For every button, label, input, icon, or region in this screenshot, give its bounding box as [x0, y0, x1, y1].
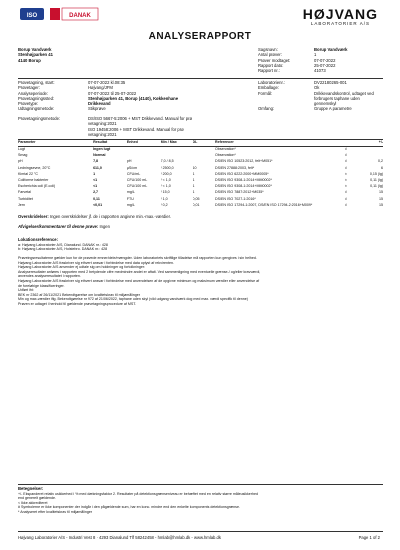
cell-dl	[193, 159, 216, 164]
address-line: Stenhøjparken 41	[18, 52, 53, 58]
cell-parameter: Turbiditet	[18, 196, 33, 201]
cell-dl: 0,01	[192, 202, 200, 207]
terms-line: Analyseresultater anføres i rapporten med 2 betydende cifre medmindre andet er aftalt. Ved sammenligning med eventuelle grænse-/ og/eller kravværdi,	[18, 269, 261, 274]
table-row	[18, 159, 383, 164]
cell-min-max: / < 1,0	[160, 178, 171, 182]
cell-result: <1	[93, 178, 98, 182]
cell-min-max	[161, 153, 193, 158]
case-value: 41073	[314, 68, 326, 74]
col-header: Parameter	[18, 140, 36, 144]
sample-value: Stikprøve	[88, 106, 106, 112]
col-header: Resultat	[93, 140, 108, 144]
cell-result: 2,7	[93, 190, 99, 195]
sample-label: Formål:	[258, 90, 273, 96]
case-label: Prøver modtaget:	[258, 57, 291, 63]
cell-uncertainty: 0,15 (lg)	[369, 171, 384, 176]
cell-reference: Observation*	[215, 153, 236, 158]
cell-uncertainty: 0,11 (lg)	[370, 184, 384, 189]
cell-min-max: / 0,2	[160, 202, 168, 207]
cell-reference: DS/EN ISO 7887:2012+M035*	[215, 190, 264, 195]
cell-flag: d	[344, 147, 347, 151]
location-reference	[18, 238, 380, 252]
method-line: ISO 19458:2006 + MST Drikkevand. Manual for prø	[88, 126, 184, 132]
terms-line: Højvang Laboratorier A/S fraskriver sig ethvert ansvar i forbindelse med data oplyst af rekvirenten.	[18, 260, 175, 265]
sample-value: Drikkevand	[88, 101, 111, 107]
cell-reference: DS/EN ISO 9308-1:2014+MM0002*	[215, 178, 272, 182]
cell-result: Normal	[93, 153, 106, 158]
col-header: +/-	[378, 140, 384, 144]
cell-unit: FTU	[126, 196, 134, 201]
address-line: Borup Vandværk	[18, 47, 52, 52]
terms-line: BEK nr 2362 af 26/11/2021 Bekendtgørelse om kvalitetskrav til miljømålinger	[18, 292, 140, 297]
cell-parameter: pH	[18, 159, 23, 164]
terms-line: Min og max-værdier iflg. Bekendtgørelse nr 972 af 21/06/2022, taphane uden skyl (vild udgang vandværk dog med max. værdi specifik til denne)	[18, 297, 248, 302]
cell-uncertainty	[354, 153, 383, 158]
sample-label: Omfang:	[258, 106, 275, 112]
col-header: Enhed	[126, 140, 138, 144]
sample-value: 07-07-2022 kl.08:35	[88, 80, 126, 85]
terms-text	[18, 256, 380, 307]
table-row	[18, 166, 383, 171]
col-header: DL	[192, 140, 198, 144]
method-block	[18, 116, 248, 137]
terms-line: anvendes analyseresultatet i rapporten.	[18, 274, 81, 279]
sample-info-left	[18, 80, 248, 112]
sample-label: Analyseperiode:	[18, 90, 49, 96]
divider	[18, 484, 383, 485]
cell-dl: 1	[192, 190, 195, 195]
case-label: Sagsnavn:	[258, 47, 278, 52]
page-title: ANALYSERAPPORT	[148, 31, 252, 42]
terms-line: Prøven er udtaget i henhold til gældende prøvetagningsprocedure af MST.	[18, 301, 137, 306]
exceed-note	[18, 214, 380, 219]
cell-reference: Observation*	[215, 147, 236, 151]
cell-uncertainty: 0,2	[378, 159, 384, 164]
sample-label: Laboratorienr.:	[258, 80, 286, 85]
table-row	[18, 147, 383, 152]
divider	[18, 78, 383, 79]
cell-flag: d	[344, 159, 347, 164]
method-line: vetagning:2021	[88, 121, 117, 127]
footer	[18, 535, 380, 540]
terms-line: Højvang Laboratorier A/S fraskriver sig ethvert ansvar i forbindelse med anvendelsen af de opgivne minimum og maksimum værdier eller anvendelse af	[18, 278, 260, 283]
deviation-text: Ingen	[99, 224, 110, 229]
cell-flag: b	[344, 171, 347, 176]
cell-parameter: Jern	[18, 202, 25, 207]
sample-value: Drikkevandskontrol, udtaget ved forbrugers taphane uden gennemskyl	[314, 90, 374, 107]
page-number: Page 1 of 2	[358, 535, 380, 540]
cell-parameter: Smag	[18, 153, 28, 158]
brand-logo	[303, 6, 378, 26]
cell-reference: DS/EN ISO 9308-1:2014+MM0002*	[215, 184, 272, 189]
case-value: Borup Vandværk	[314, 47, 348, 52]
sample-label: Emballage:	[258, 85, 279, 91]
case-label: Rapport nr.:	[258, 68, 280, 74]
sample-value: Stenhøjparken 41, Borup (4140), Køkkenhane	[88, 95, 179, 101]
col-header: Min / Max	[160, 140, 177, 144]
legend-line: < Ikke akkrediteret	[18, 500, 48, 505]
cell-result: 611,0	[93, 165, 102, 170]
iso-logo-icon	[20, 6, 106, 28]
cell-flag: b	[344, 184, 347, 189]
cell-dl	[193, 153, 216, 158]
location-line: a: Højvang Laboratorier A/S, Dianalund. DANAK nr.: 428	[18, 242, 108, 247]
location-title: Lokationsreference:	[18, 237, 59, 242]
cell-min-max: 7,0 / 8,5	[160, 159, 174, 164]
svg-text:ISO: ISO	[26, 13, 38, 19]
deviation-note	[18, 224, 380, 229]
svg-text:DANAK: DANAK	[69, 13, 91, 19]
table-row	[18, 203, 383, 208]
case-value: 1	[314, 52, 317, 58]
sample-value: Gruppe A parametre	[314, 106, 352, 112]
brand-name: HØJVANG	[302, 6, 378, 22]
cell-parameter: Escherichia coli (E.coli)	[18, 184, 56, 189]
cell-reference: DS/EN ISO 17294-1:2007, DS/EN ISO 17294-2:2016+M009*	[215, 202, 313, 207]
col-header: Referencer	[215, 140, 234, 144]
legend-title: Betegnelser:	[18, 486, 44, 491]
cell-result: 0,11	[93, 196, 100, 201]
cell-result: <1	[93, 184, 98, 189]
sample-value: Højvang/JFM	[88, 85, 113, 91]
deviation-label: Afvigelser/kommentarer til denne prøve:	[18, 224, 99, 229]
cell-uncertainty: 15	[379, 202, 384, 207]
cell-dl: 1	[192, 184, 195, 189]
sample-label: Prøvetype:	[18, 101, 39, 107]
cell-result: 1	[93, 171, 96, 176]
table-row	[18, 178, 383, 183]
accreditation-logos	[20, 6, 106, 28]
cell-uncertainty: 15	[379, 190, 384, 195]
terms-line: Prøveingsresultaterne gælder kun for de prøvede emner/dele/mængder. Uden laboratoriets skriftlige tilladelse må rapporten kun gengives i sin helhed.	[18, 256, 257, 260]
table-row	[18, 190, 383, 195]
cell-flag: d	[344, 202, 347, 207]
cell-dl: 1	[192, 178, 195, 182]
cell-uncertainty: 6	[381, 165, 384, 170]
terms-line: de foreløbige klassificeringer.	[18, 283, 65, 288]
cell-min-max: / 2500,0	[160, 165, 174, 170]
cell-min-max: / 200,0	[160, 171, 172, 176]
cell-reference: DS/EN ISO 10523:2012, felt+M051*	[215, 159, 273, 164]
address-line: 4140 Borup	[18, 57, 41, 63]
legend	[18, 487, 380, 515]
legend-line: # Symbolerne er ikke komponenter der indgår i den pågældende sum, har en konc. mindre end den enkelte komponents detektionsgrænse.	[18, 505, 240, 510]
method-line: vetagning:2021	[88, 131, 117, 137]
sample-info-right	[258, 80, 383, 112]
sample-label: Udtagningsmetode:	[18, 106, 55, 112]
terms-line: Højvang Laboratorier A/S anvender ej udtale sig om holdninger og fortolkninger:	[18, 265, 146, 270]
cell-flag: d	[344, 190, 347, 195]
exceed-text: Ingen overskridelser jf. de i rapporten angivne min.-max.-værdier.	[49, 214, 171, 219]
case-value: 07-07-2022	[314, 57, 336, 63]
case-label: Antal prøver:	[258, 52, 282, 58]
legend-line: end generelt gældende.	[18, 496, 56, 501]
cell-dl: 1	[192, 171, 195, 176]
cell-uncertainty	[354, 147, 383, 152]
cell-unit	[127, 147, 161, 152]
table-row	[18, 197, 383, 202]
cell-unit	[127, 153, 161, 158]
cell-unit: mg/L	[126, 202, 135, 207]
table-row	[18, 172, 383, 177]
location-line: b: Højvang Laboratorier A/S, Holstebro. DANAK nr.: 428	[18, 247, 108, 252]
cell-dl: 0,05	[192, 196, 200, 201]
cell-unit: CFU/mL	[126, 171, 141, 176]
cell-result: 7,8	[93, 159, 99, 164]
method-line: DS/ISO 5667-5:2006 + MST Drikkevand. Manual for prø	[88, 116, 193, 121]
legend-line: +/- Ekspanderet relativ usikkerhed i % med dækningsfaktor 2. Resultater på detektionsgrænseniveau er behæftet med en relativ større måleusikkerhed	[18, 491, 259, 496]
cell-parameter: Farvetal	[18, 190, 31, 195]
divider	[18, 531, 383, 532]
case-value: 25-07-2022	[314, 62, 336, 68]
table-row	[18, 184, 383, 189]
cell-reference: DS/EN 27888:2003, felt*	[215, 165, 255, 170]
table-header	[18, 140, 383, 145]
exceed-label: Overskridelser:	[18, 214, 49, 219]
cell-min-max: / 15,0	[160, 190, 170, 195]
cell-unit: pH	[126, 159, 132, 164]
cell-dl	[193, 147, 216, 152]
cell-dl: 10	[192, 165, 197, 170]
brand-subtitle: LABORATORIER A/S	[310, 21, 370, 26]
sample-label: Prøvetagning, start:	[18, 80, 55, 85]
cell-flag: d	[344, 196, 347, 201]
cell-unit: CFU/100 mL	[126, 178, 148, 182]
cell-result: <0,01	[93, 202, 103, 207]
cell-unit: CFU/100 mL	[126, 184, 148, 189]
case-label: Rapport dato:	[258, 62, 284, 68]
table-row	[18, 153, 383, 158]
method-label: Prøvetagningsmetode:	[18, 116, 61, 121]
cell-parameter: Lugt	[18, 147, 25, 151]
legend-line: * Analyseret efter kvalitetskrav til miljømålinger	[18, 509, 93, 514]
sample-value: DV22180265-001	[314, 80, 347, 85]
sample-label: Prøvetagningssted:	[18, 95, 55, 101]
sample-label: Prøvetager:	[18, 85, 40, 91]
sample-value: Ok	[314, 85, 320, 91]
cell-min-max	[161, 147, 193, 152]
cell-parameter: Kimtal 22 °C	[18, 171, 39, 176]
cell-min-max: / < 1,0	[160, 184, 171, 189]
cell-unit: µS/cm	[126, 165, 138, 170]
cell-uncertainty: 15	[379, 196, 384, 201]
cell-flag: d	[344, 153, 347, 158]
cell-result: Ingen lugt	[93, 147, 111, 151]
cell-parameter: Ledningsevne, 20°C	[18, 165, 51, 170]
cell-reference: DS/EN ISO 6222:2000+MM0005*	[215, 171, 269, 176]
cell-min-max: / 1,0	[160, 196, 168, 201]
case-info	[258, 47, 388, 73]
address-block	[18, 47, 53, 63]
cell-parameter: Coliforme bakterier	[18, 178, 49, 182]
footer-text: Højvang Laboratorier A/S - Industri Vest 8 · 4293 Dianalund Tlf 58242458 - hmlab@hmlab.dk - www.hmlab.dk	[18, 535, 221, 540]
cell-reference: DS/EN ISO 7027-1:2016*	[215, 196, 256, 201]
terms-line: Udført iht:	[18, 288, 34, 293]
cell-uncertainty: 0,11 (lg)	[370, 178, 384, 182]
cell-flag: b	[344, 178, 347, 182]
sample-value: 07-07-2022 til 25-07-2022	[88, 90, 137, 96]
cell-flag: d	[344, 165, 347, 170]
cell-unit: mg/L	[126, 190, 135, 195]
